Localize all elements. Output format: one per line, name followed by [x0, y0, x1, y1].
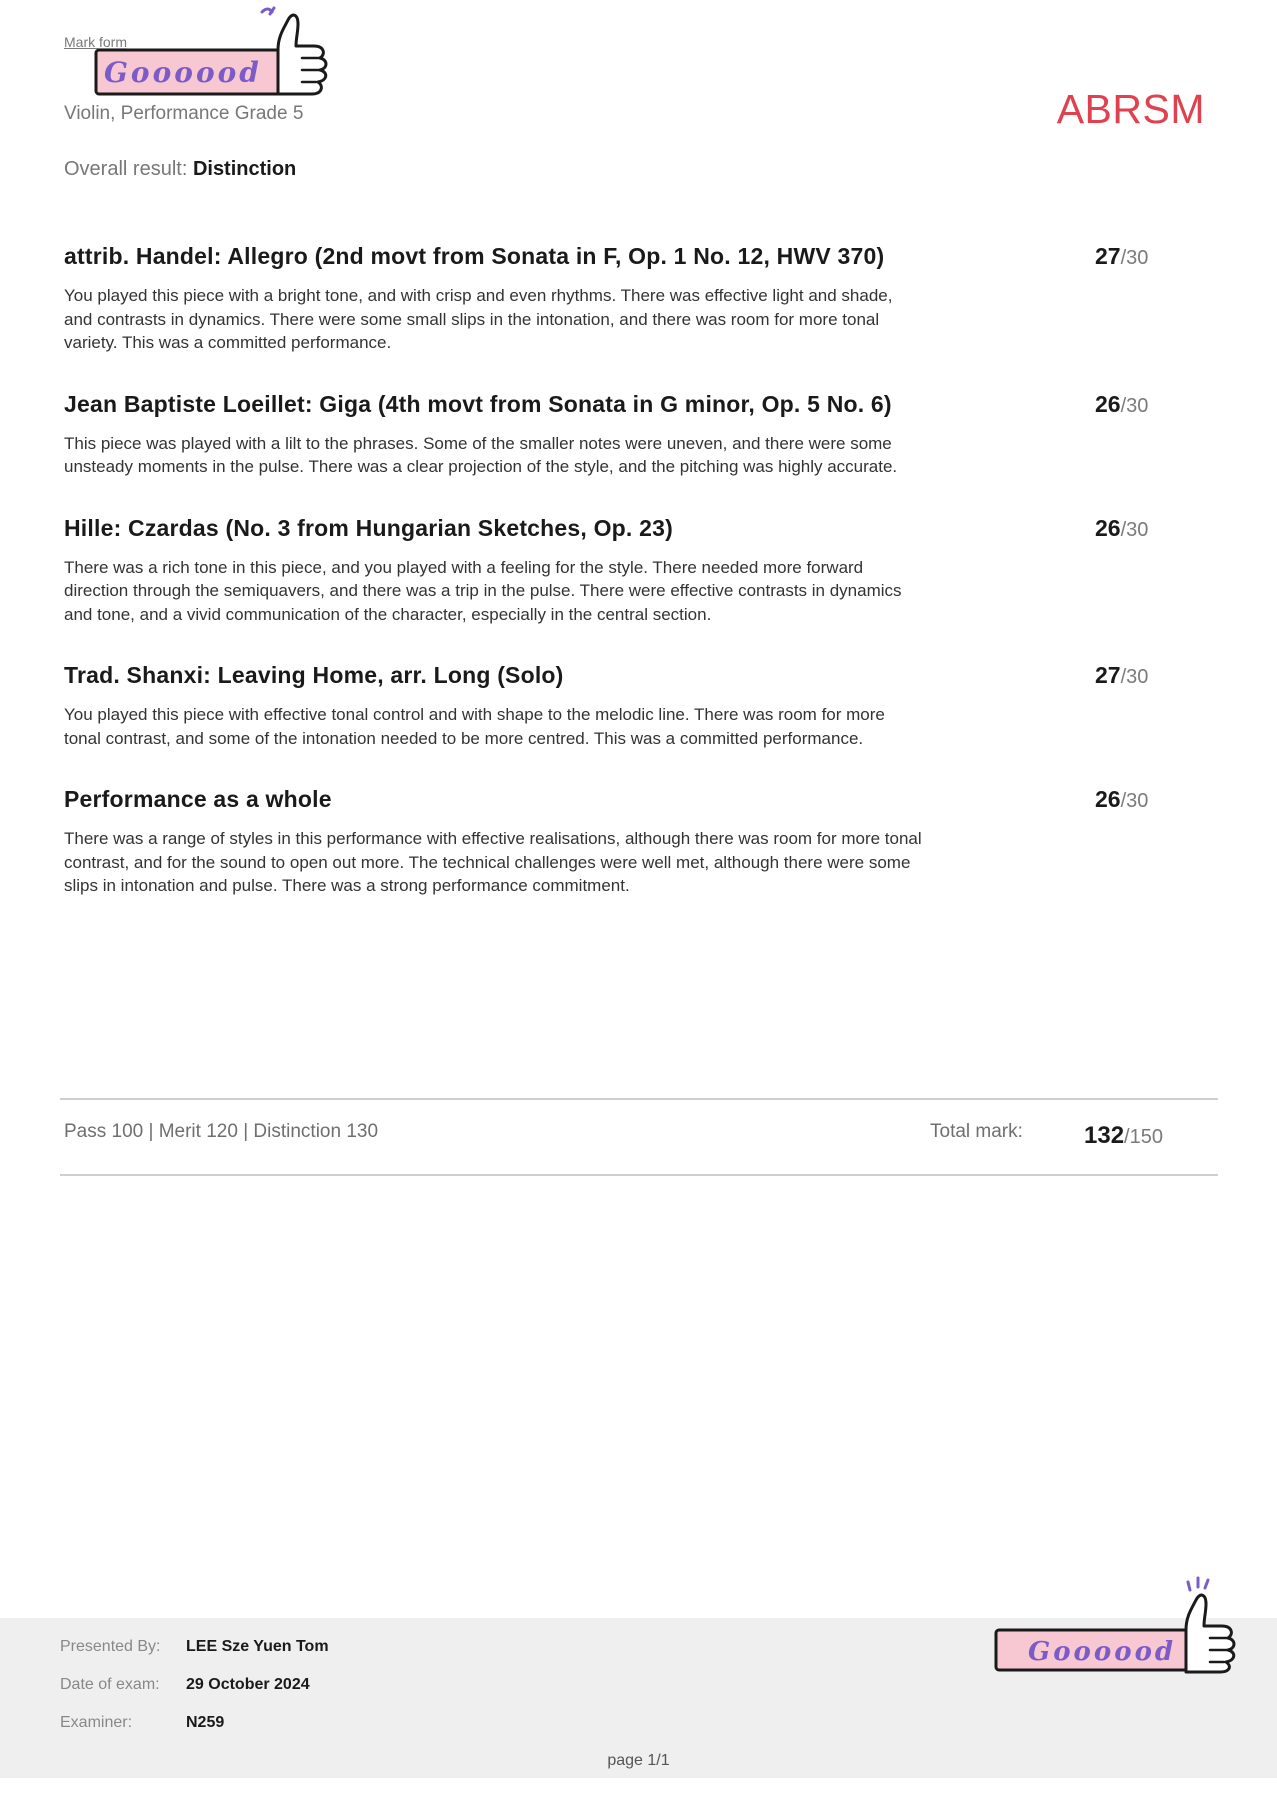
piece-mark: 27/30: [1095, 243, 1149, 269]
exam-date-value: 29 October 2024: [186, 1676, 310, 1693]
piece-title: Performance as a whole: [64, 786, 332, 812]
piece-mark: 27/30: [1095, 662, 1149, 688]
thumbs-up-sticker-icon: [992, 1574, 1242, 1682]
examiner-value: N259: [186, 1714, 225, 1731]
piece-mark-max: 30: [1126, 790, 1149, 812]
total-mark-value: 132: [1084, 1122, 1125, 1149]
piece-mark: 26/30: [1095, 514, 1149, 541]
examiner-label: Examiner:: [60, 1714, 133, 1731]
sticker-text: Goooood: [104, 56, 262, 89]
piece-mark-value: 27: [1095, 243, 1121, 269]
piece-comment: There was a rich tone in this piece, and you played with a feeling for the style. There needed more forward direction through the semiquavers, and there was a trip in the pulse. There were effective contrasts in dynamics and tone, and a vivid communication of the character, especially in the central section.: [64, 557, 902, 624]
piece-comment: This piece was played with a lilt to the phrases. Some of the smaller notes were uneven, and there were some unsteady moments in the pulse. There was a clear projection of the style, and the pitching was highly accurate.: [64, 433, 898, 476]
piece-item: [64, 508, 1164, 627]
exam-date-label: Date of exam:: [60, 1676, 160, 1693]
sticker-text: Goooood: [1028, 1637, 1177, 1667]
piece-comment: There was a range of styles in this performance with effective realisations, although there was room for more tonal contrast, and for the sound to open out more. The technical challenges were well met, although there were some slips in intonation and pulse. There was a strong performance commitment.: [64, 829, 922, 895]
piece-title: Trad. Shanxi: Leaving Home, arr. Long (Solo): [64, 662, 564, 688]
divider-bottom: [60, 1174, 1218, 1176]
presented-by-row: [60, 1638, 329, 1656]
piece-title: attrib. Handel: Allegro (2nd movt from Sonata in F, Op. 1 No. 12, HWV 370): [64, 243, 885, 269]
piece-item: [64, 384, 1164, 479]
piece-mark-value: 26: [1095, 786, 1121, 812]
piece-mark-max: 30: [1126, 666, 1149, 688]
piece-mark-max: 30: [1126, 518, 1149, 541]
total-mark-label: Total mark:: [930, 1121, 1023, 1142]
piece-mark-value: 26: [1095, 390, 1121, 417]
piece-mark-max: 30: [1126, 394, 1149, 417]
presented-by-label: Presented By:: [60, 1638, 161, 1655]
piece-mark-max: 30: [1126, 247, 1149, 269]
pieces-list: [64, 236, 1164, 927]
exam-subtitle: Violin, Performance Grade 5: [64, 103, 304, 124]
total-mark: 132/150: [1084, 1122, 1163, 1149]
piece-item: [64, 779, 1164, 898]
piece-title: Jean Baptiste Loeillet: Giga (4th movt from Sonata in G minor, Op. 5 No. 6): [64, 390, 892, 417]
overall-result: [64, 158, 296, 181]
grade-thresholds: Pass 100 | Merit 120 | Distinction 130: [64, 1121, 379, 1142]
piece-comment: You played this piece with a bright tone, and with crisp and even rhythms. There was effective light and shade, and contrasts in dynamics. There were some small slips in the intonation, and there was room for more tonal variety. This was a committed performance.: [64, 286, 893, 352]
abrsm-logo: ABRSM: [1056, 86, 1205, 132]
page-number: page 1/1: [607, 1752, 670, 1769]
piece-mark-value: 27: [1095, 662, 1121, 688]
piece-item: [64, 236, 1164, 355]
piece-item: [64, 655, 1164, 750]
overall-result-value: Distinction: [192, 158, 297, 180]
piece-mark-value: 26: [1095, 514, 1121, 541]
divider-top: [60, 1098, 1218, 1100]
overall-result-label: Overall result:: [64, 158, 188, 180]
thumbs-up-sticker-icon: [92, 6, 332, 106]
total-mark-max: 150: [1129, 1126, 1163, 1148]
piece-title: Hille: Czardas (No. 3 from Hungarian Sketches, Op. 23): [64, 514, 673, 541]
mark-form-label: Mark form: [64, 34, 127, 50]
piece-mark: 26/30: [1095, 786, 1149, 812]
examiner-row: [60, 1714, 224, 1732]
piece-mark: 26/30: [1095, 390, 1149, 417]
piece-comment: You played this piece with effective tonal control and with shape to the melodic line. There was room for more tonal contrast, and some of the intonation needed to be more centred. This was a committed performance.: [64, 705, 885, 748]
exam-date-row: [60, 1676, 310, 1694]
presented-by-value: LEE Sze Yuen Tom: [186, 1638, 329, 1655]
